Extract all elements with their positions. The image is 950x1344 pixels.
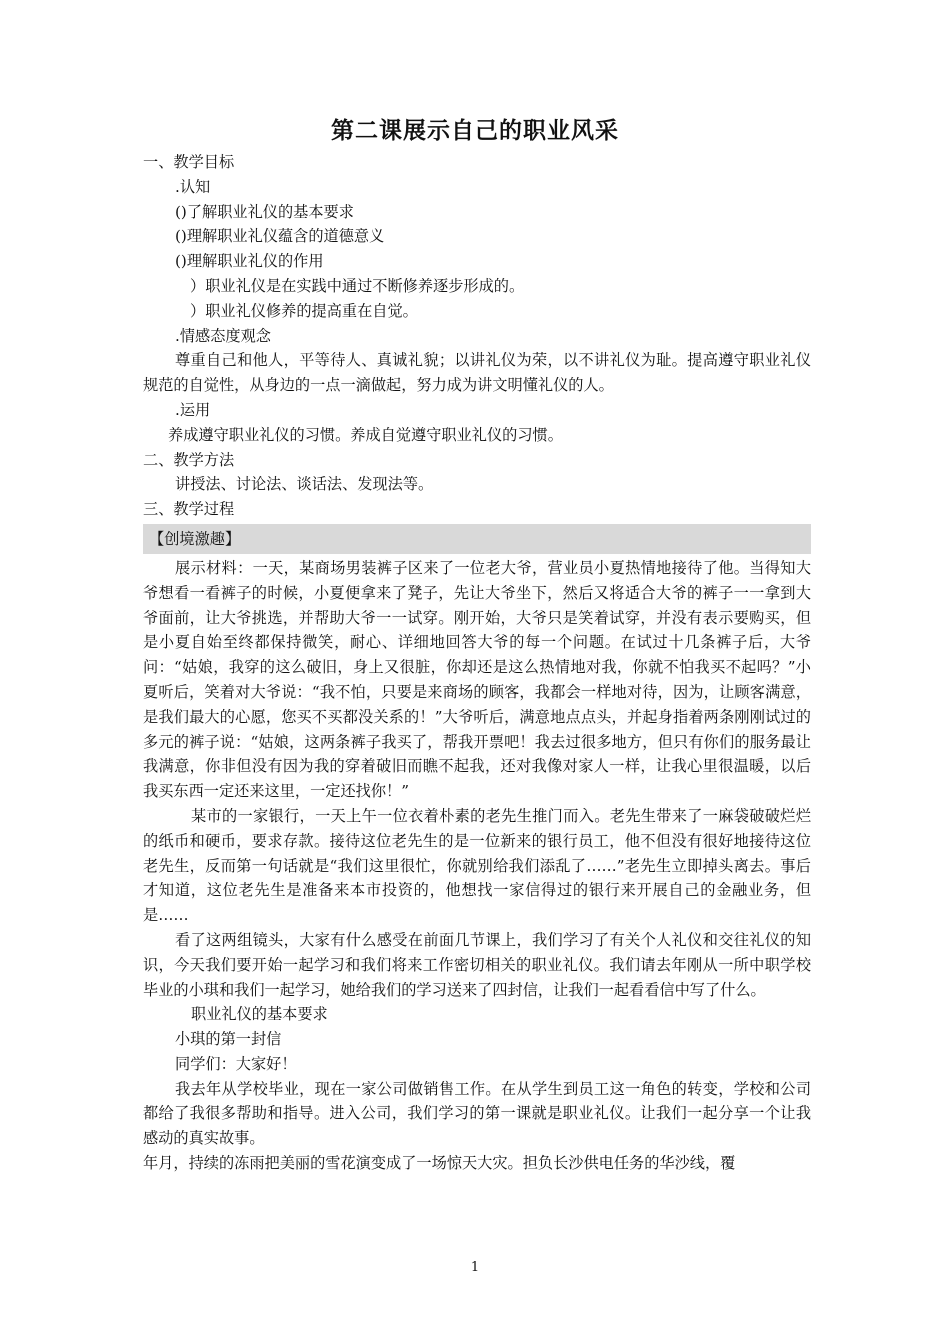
list-item: ()了解职业礼仪的基本要求 (175, 202, 354, 221)
section-heading-objectives: 一、教学目标 (143, 153, 235, 171)
subheading-requirements: 职业礼仪的基本要求 (191, 1005, 328, 1024)
letter-title: 小琪的第一封信 (175, 1030, 282, 1049)
paragraph-story-1: 展示材料：一天，某商场男装裤子区来了一位老大爷，营业员小夏热情地接待了他。当得知大爷想看一看裤子的时候，小夏便拿来了凳子，先让大爷坐下，然后又将适合大爷的裤子一一拿到大爷面前，让大爷挑选，并帮助大爷一一试穿。刚开始，大爷只是笑着试穿，并没有表示要购买，但是小夏自始至终都保持微笑，耐心、详细地回答大爷的每一个问题。在试过十几条裤子后，大爷问：“姑娘，我穿的这么破旧，身上又很脏，你却还是这么热情地对我，你就不怕我买不起吗？”小夏听后，笑着对大爷说：“我不怕，只要是来商场的顾客，我都会一样地对待，因为，让顾客满意，是我们最大的心愿，您买不买都没关系的！”大爷听后，满意地点点头，并起身指着两条刚刚试过的多元的裤子说：“姑娘，这两条裤子我买了，帮我开票吧！我去过很多地方，但只有你们的服务最让我满意，你非但没有因为我的穿着破旧而瞧不起我，还对我像对家人一样，让我心里很温暖，以后我买东西一定还来这里，一定还找你！” (143, 558, 811, 801)
paragraph-story-3: 年月，持续的冻雨把美丽的雪花演变成了一场惊天大灾。担负长沙供电任务的华沙线，覆 (143, 1154, 736, 1173)
highlight-band: 【创境激趣】 (143, 524, 811, 554)
paragraph-methods: 讲授法、讨论法、谈话法、发现法等。 (175, 475, 434, 494)
document-body (143, 150, 811, 1176)
paragraph-application: 养成遵守职业礼仪的习惯。养成自觉遵守职业礼仪的习惯。 (168, 425, 563, 444)
letter-greeting: 同学们：大家好！ (175, 1054, 297, 1073)
subheading-cognition: .认知 (175, 177, 211, 196)
subheading-emotion: .情感态度观念 (175, 326, 271, 345)
paragraph-letter: 我去年从学校毕业，现在一家公司做销售工作。在从学生到员工这一角色的转变，学校和公司都给了我很多帮助和指导。进入公司，我们学习的第一课就是职业礼仪。让我们一起分享一个让我感动的真实故事。 (143, 1079, 811, 1148)
list-item: ()理解职业礼仪的作用 (175, 252, 324, 271)
section-heading-methods: 二、教学方法 (143, 450, 235, 469)
list-subitem: ）职业礼仪是在实践中通过不断修养逐步形成的。 (190, 276, 525, 295)
paragraph-emotion: 尊重自己和他人，平等待人、真诚礼貌；以讲礼仪为荣，以不讲礼仪为耻。提高遵守职业礼仪规范的自觉性，从身边的一点一滴做起，努力成为讲文明懂礼仪的人。 (143, 351, 811, 395)
document-title: 第二课展示自己的职业风采 (331, 118, 619, 144)
paragraph-discussion: 看了这两组镜头，大家有什么感受在前面几节课上，我们学习了有关个人礼仪和交往礼仪的知识，今天我们要开始一起学习和我们将来工作密切相关的职业礼仪。我们请去年刚从一所中职学校毕业的小琪和我们一起学习，她给我们的学习送来了四封信，让我们一起看看信中写了什么。 (143, 930, 811, 999)
list-item: ()理解职业礼仪蕴含的道德意义 (175, 227, 385, 246)
section-heading-process: 三、教学过程 (143, 500, 235, 519)
list-subitem: ）职业礼仪修养的提高重在自觉。 (190, 301, 418, 320)
subheading-application: .运用 (175, 400, 211, 419)
page-number: 1 (470, 1260, 480, 1275)
paragraph-story-2: 某市的一家银行，一天上午一位衣着朴素的老先生推门而入。老先生带来了一麻袋破破烂烂的纸币和硬币，要求存款。接待这位老先生的是一位新来的银行员工，他不但没有很好地接待这位老先生，反而第一句话就是“我们这里很忙，你就别给我们添乱了……”老先生立即掉头离去。事后才知道，这位老先生是准备来本市投资的，他想找一家信得过的银行来开展自己的金融业务，但是…… (143, 806, 811, 925)
